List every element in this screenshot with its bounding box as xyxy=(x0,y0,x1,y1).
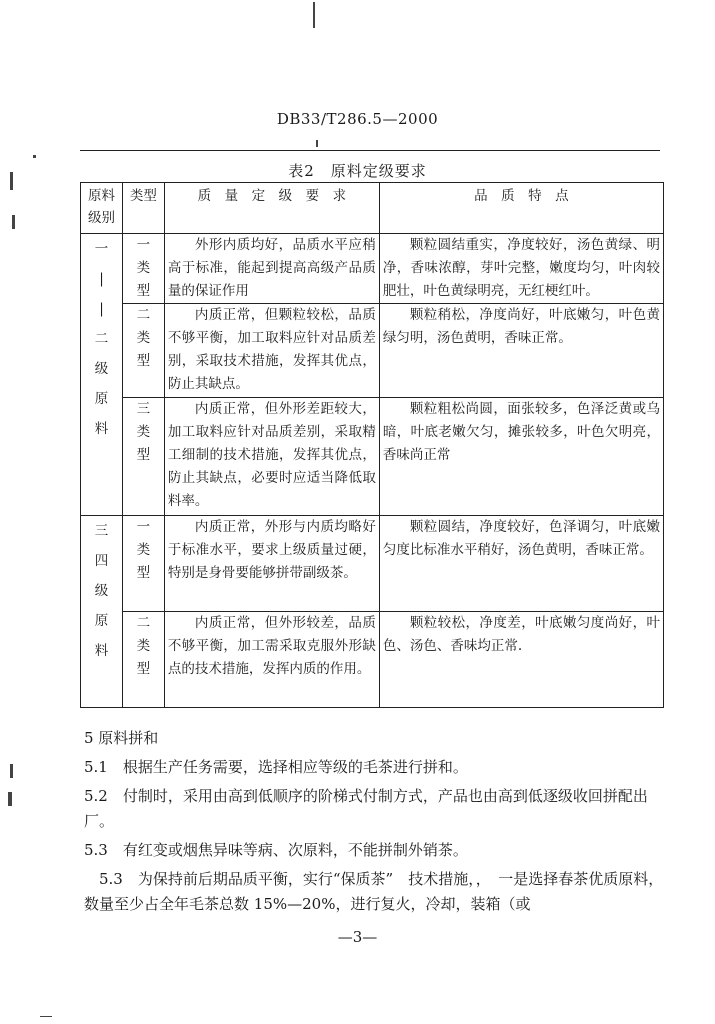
header-rule xyxy=(80,150,660,151)
page-number: —3— xyxy=(337,928,378,946)
quality-cell: 外形内质均好，品质水平应稍高于标准，能起到提高高级产品质量的保证作用 xyxy=(164,234,379,304)
scan-mark-top xyxy=(313,2,315,28)
grade-requirements-table xyxy=(80,182,664,708)
scan-mark-left-4 xyxy=(10,764,13,778)
grade-cell-second: 三 四 级 原 料 xyxy=(81,516,123,708)
features-cell: 颗粒圆结，净度较好，色泽调匀，叶底嫩匀度比标准水平稍好，汤色黄明，香味正常。 xyxy=(379,516,663,612)
features-cell: 颗粒较松，净度差，叶底嫩匀度尚好，叶色、汤色、香味均正常. xyxy=(379,612,663,708)
type-cell: 一 类 型 xyxy=(122,234,164,304)
scan-mark-left-3 xyxy=(12,215,15,229)
paragraph-5-2: 5.2 付制时，采用由高到低顺序的阶梯式付制方式，产品也由高到低逐级收回拼配出厂。 xyxy=(84,787,648,830)
table-row xyxy=(81,234,664,304)
paragraph-5-3b: 5.3 为保持前后期品质平衡，实行“保质茶” 技术措施，， 一是选择春茶优质原料，数量至少占全年毛茶总数 15%—20%，进行复火，冷却，装箱（或 xyxy=(84,870,664,913)
section-heading: 5 原料拼和 xyxy=(84,729,159,747)
features-cell: 颗粒圆结重实，净度较好，汤色黄绿、明净，香味浓醇，芽叶完整，嫩度均匀，叶肉较肥壮，叶色黄绿明亮，无红梗红叶。 xyxy=(379,234,663,304)
grade-cell-first: 一 | | 二 级 原 料 xyxy=(81,234,123,516)
table-row xyxy=(81,516,664,612)
quality-cell: 内质正常，但颗粒较松，品质不够平衡，加工取料应针对品质差别，采取技术措施，发挥其优点，防止其缺点。 xyxy=(164,304,379,398)
scan-mark-left-1 xyxy=(33,155,36,158)
scan-mark-left-5 xyxy=(8,792,12,806)
header-grade: 原料 级别 xyxy=(81,183,123,234)
table-header-row xyxy=(81,183,664,234)
quality-cell: 内质正常，但外形较差，品质不够平衡，加工需采取克服外形缺点的技术措施，发挥内质的作用。 xyxy=(164,612,379,708)
features-cell: 颗粒稍松，净度尚好，叶底嫩匀，叶色黄绿匀明，汤色黄明，香味正常。 xyxy=(379,304,663,398)
table-row xyxy=(81,612,664,708)
header-quality: 质 量 定 级 要 求 xyxy=(164,183,379,234)
document-code: DB33/T286.5—2000 xyxy=(276,110,439,128)
paragraph-5-1: 5.1 根据生产任务需要，选择相应等级的毛茶进行拼和。 xyxy=(84,758,468,776)
scan-mark-header xyxy=(316,140,318,147)
body-text xyxy=(84,726,664,921)
type-cell: 二 类 型 xyxy=(122,612,164,708)
scan-mark-bottom xyxy=(40,1016,52,1017)
paragraph-5-3a: 5.3 有红变或烟焦异味等病、次原料，不能拼制外销茶。 xyxy=(84,841,468,859)
table-title: 表2 原料定级要求 xyxy=(288,162,427,180)
quality-cell: 内质正常，但外形差距较大，加工取料应针对品质差别，采取精工细制的技术措施，发挥其优点，防止其缺点，必要时应适当降低取料率。 xyxy=(164,398,379,516)
table-row xyxy=(81,304,664,398)
type-cell: 二 类 型 xyxy=(122,304,164,398)
table-row xyxy=(81,398,664,516)
type-cell: 一 类 型 xyxy=(122,516,164,612)
type-cell: 三 类 型 xyxy=(122,398,164,516)
header-type: 类型 xyxy=(122,183,164,234)
header-features: 品 质 特 点 xyxy=(379,183,663,234)
quality-cell: 内质正常，外形与内质均略好于标准水平，要求上级质量过硬，特别是身骨要能够拼带副级茶。 xyxy=(164,516,379,612)
features-cell: 颗粒粗松尚圆，面张较多，色泽泛黄或乌暗，叶底老嫩欠匀，摊张较多，叶色欠明亮，香味尚正常 xyxy=(379,398,663,516)
